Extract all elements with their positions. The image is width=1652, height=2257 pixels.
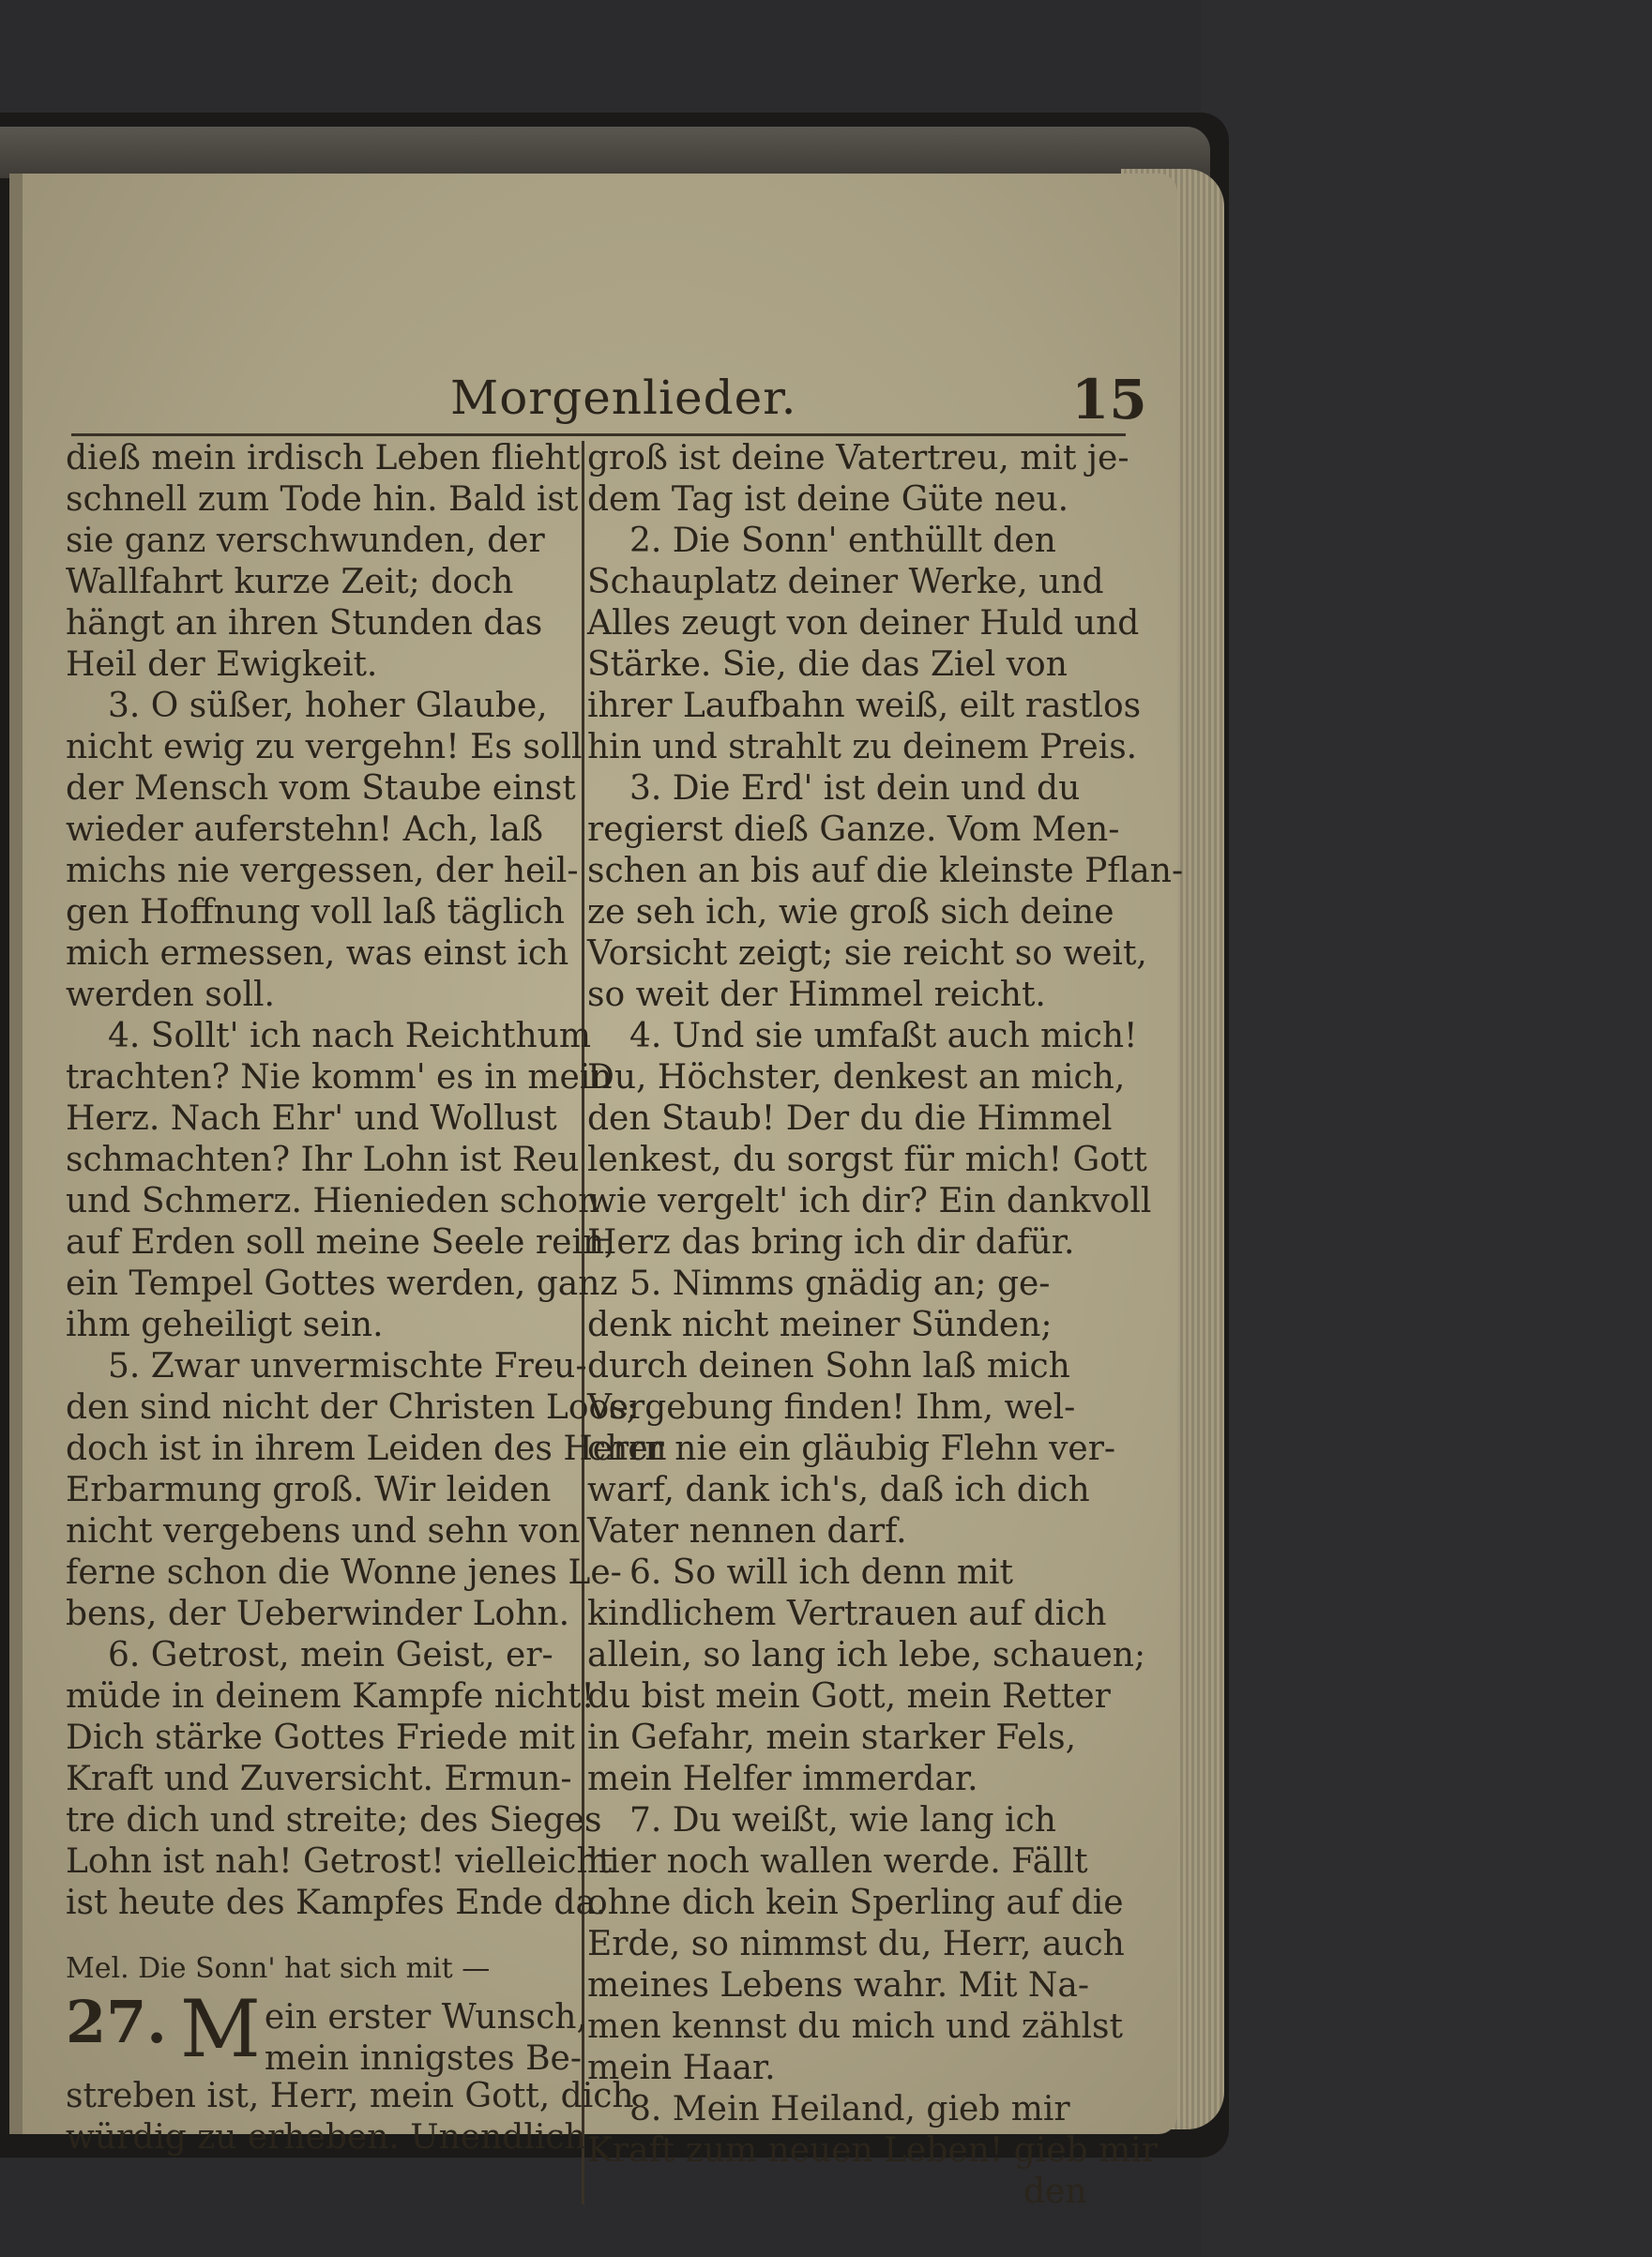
text-line: Kraft zum neuen Leben! gieb mir bbox=[587, 2131, 1159, 2170]
text-line: 5. Zwar unvermischte Freu- bbox=[108, 1347, 587, 1386]
text-line: 6. So will ich denn mit bbox=[629, 1553, 1013, 1592]
text-line: müde in deinem Kampfe nicht! bbox=[66, 1677, 595, 1716]
text-line: warf, dank ich's, daß ich dich bbox=[587, 1471, 1090, 1509]
text-line: durch deinen Sohn laß mich bbox=[587, 1347, 1070, 1386]
text-line: auf Erden soll meine Seele rein, bbox=[66, 1223, 615, 1262]
page-number: 15 bbox=[1071, 368, 1147, 432]
text-line: 5. Nimms gnädig an; ge- bbox=[629, 1265, 1051, 1303]
text-line: Vorsicht zeigt; sie reicht so weit, bbox=[587, 934, 1147, 973]
text-line: Vater nennen darf. bbox=[587, 1512, 907, 1551]
text-line: sie ganz verschwunden, der bbox=[66, 522, 545, 560]
text-line: bens, der Ueberwinder Lohn. bbox=[66, 1595, 570, 1633]
text-line: men kennst du mich und zählst bbox=[587, 2007, 1123, 2046]
text-line: nicht vergebens und sehn von bbox=[66, 1512, 581, 1551]
text-line: Alles zeugt von deiner Huld und bbox=[587, 604, 1140, 643]
text-line: Stärke. Sie, die das Ziel von bbox=[587, 645, 1068, 684]
text-line: Wallfahrt kurze Zeit; doch bbox=[66, 563, 514, 601]
text-line: den sind nicht der Christen Loos; bbox=[66, 1388, 638, 1427]
text-line: Herz das bring ich dir dafür. bbox=[587, 1223, 1075, 1262]
text-line: nicht ewig zu vergehn! Es soll bbox=[66, 728, 583, 766]
text-line: hängt an ihren Stunden das bbox=[66, 604, 543, 643]
text-line: Schauplatz deiner Werke, und bbox=[587, 563, 1104, 601]
text-line: 3. Die Erd' ist dein und du bbox=[629, 769, 1081, 808]
text-line: wieder auferstehn! Ach, laß bbox=[66, 810, 543, 849]
text-line: 2. Die Sonn' enthüllt den bbox=[629, 522, 1056, 560]
text-line: Dich stärke Gottes Friede mit bbox=[66, 1719, 575, 1757]
text-line: 7. Du weißt, wie lang ich bbox=[629, 1801, 1056, 1840]
text-line: wie vergelt' ich dir? Ein dankvoll bbox=[587, 1182, 1152, 1220]
text-line: Heil der Ewigkeit. bbox=[66, 645, 378, 684]
text-line: regierst dieß Ganze. Vom Men- bbox=[587, 810, 1120, 849]
text-line: 8. Mein Heiland, gieb mir bbox=[629, 2090, 1070, 2128]
text-line: schen an bis auf die kleinste Pflan- bbox=[587, 852, 1184, 890]
text-line: 6. Getrost, mein Geist, er- bbox=[108, 1636, 553, 1674]
text-line: mein Haar. bbox=[587, 2049, 776, 2087]
text-line: streben ist, Herr, mein Gott, dich bbox=[66, 2077, 634, 2115]
text-line: Kraft und Zuversicht. Ermun- bbox=[66, 1760, 572, 1798]
text-line: Vergebung finden! Ihm, wel- bbox=[587, 1388, 1076, 1427]
text-line: ihrer Laufbahn weiß, eilt rastlos bbox=[587, 687, 1142, 725]
text-line: mich ermessen, was einst ich bbox=[66, 934, 569, 973]
text-line: hier noch wallen werde. Fällt bbox=[587, 1842, 1088, 1881]
text-line: lenkest, du sorgst für mich! Gott bbox=[587, 1141, 1147, 1179]
page-gutter bbox=[9, 174, 23, 2134]
text-line: ze seh ich, wie groß sich deine bbox=[587, 893, 1114, 932]
header-rule bbox=[71, 433, 1126, 436]
text-line: doch ist in ihrem Leiden des Herrn bbox=[66, 1430, 667, 1468]
text-line: 4. Und sie umfaßt auch mich! bbox=[629, 1017, 1138, 1055]
catchword: den bbox=[1023, 2173, 1087, 2211]
text-line: werden soll. bbox=[66, 976, 275, 1014]
running-title: Morgenlieder. bbox=[450, 371, 797, 425]
text-line: cher nie ein gläubig Flehn ver- bbox=[587, 1430, 1116, 1468]
text-line: ihm geheiligt sein. bbox=[66, 1306, 384, 1344]
text-line: ohne dich kein Sperling auf die bbox=[587, 1884, 1124, 1922]
book-spine bbox=[0, 127, 1210, 178]
left-column bbox=[66, 438, 667, 2159]
text-line: ist heute des Kampfes Ende da. bbox=[66, 1884, 607, 1922]
text-line: allein, so lang ich lebe, schauen; bbox=[587, 1636, 1146, 1674]
text-line: gen Hoffnung voll laß täglich bbox=[66, 893, 565, 932]
text-line: Erde, so nimmst du, Herr, auch bbox=[587, 1925, 1125, 1963]
text-line: schnell zum Tode hin. Bald ist bbox=[66, 480, 579, 519]
text-line: 4. Sollt' ich nach Reichthum bbox=[108, 1017, 591, 1055]
text-line: Lohn ist nah! Getrost! vielleicht bbox=[66, 1842, 613, 1881]
text-line: würdig zu erheben. Unendlich bbox=[66, 2118, 586, 2157]
right-column bbox=[587, 438, 1183, 2213]
text-line: ein Tempel Gottes werden, ganz bbox=[66, 1265, 618, 1303]
text-line: den Staub! Der du die Himmel bbox=[587, 1099, 1113, 1138]
text-line: dem Tag ist deine Güte neu. bbox=[587, 480, 1069, 519]
text-line: in Gefahr, mein starker Fels, bbox=[587, 1719, 1077, 1757]
text-line: Herz. Nach Ehr' und Wollust bbox=[66, 1099, 557, 1138]
text-line: du bist mein Gott, mein Retter bbox=[587, 1677, 1111, 1716]
melody-line: Mel. Die Sonn' hat sich mit — bbox=[66, 1952, 491, 1985]
text-line: mein Helfer immerdar. bbox=[587, 1760, 978, 1798]
text-line: dieß mein irdisch Leben flieht bbox=[66, 439, 581, 477]
text-line: schmachten? Ihr Lohn ist Reu bbox=[66, 1141, 580, 1179]
text-line: trachten? Nie komm' es in mein bbox=[66, 1058, 613, 1097]
text-line: denk nicht meiner Sünden; bbox=[587, 1306, 1053, 1344]
text-line: Erbarmung groß. Wir leiden bbox=[66, 1471, 552, 1509]
text-line: so weit der Himmel reicht. bbox=[587, 976, 1046, 1014]
book-page bbox=[9, 174, 1184, 2211]
text-line: und Schmerz. Hienieden schon bbox=[66, 1182, 600, 1220]
text-line: michs nie vergessen, der heil- bbox=[66, 852, 579, 890]
text-line: meines Lebens wahr. Mit Na- bbox=[587, 1966, 1090, 2005]
drop-capital: M bbox=[179, 1983, 261, 2075]
text-line: der Mensch vom Staube einst bbox=[66, 769, 576, 808]
hymn-number: 27. bbox=[66, 1988, 167, 2056]
hymn-line: mein innigstes Be- bbox=[264, 2039, 583, 2078]
text-line: tre dich und streite; des Sieges bbox=[66, 1801, 602, 1840]
hymn-heading bbox=[66, 1983, 667, 2078]
text-line: 3. O süßer, hoher Glaube, bbox=[108, 687, 548, 725]
text-line: ferne schon die Wonne jenes Le- bbox=[66, 1553, 622, 1592]
text-line: groß ist deine Vatertreu, mit je- bbox=[587, 439, 1129, 477]
background bbox=[1201, 0, 1652, 2257]
text-line: Du, Höchster, denkest an mich, bbox=[587, 1058, 1126, 1097]
hymn-line: ein erster Wunsch, bbox=[264, 1998, 587, 2037]
text-line: hin und strahlt zu deinem Preis. bbox=[587, 728, 1138, 766]
text-line: kindlichem Vertrauen auf dich bbox=[587, 1595, 1107, 1633]
